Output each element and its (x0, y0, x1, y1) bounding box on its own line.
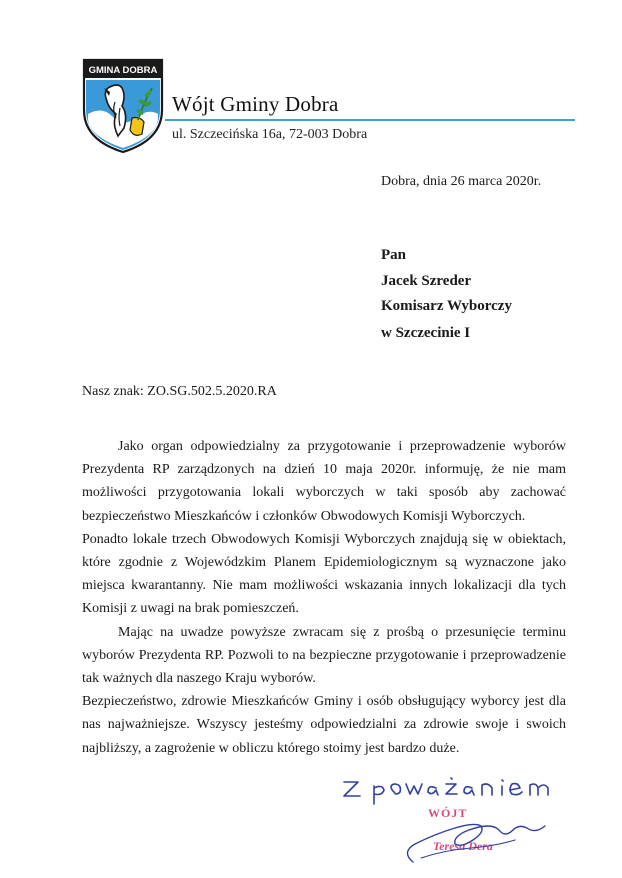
crest-label: GMINA DOBRA (88, 65, 158, 76)
letter-date: Dobra, dnia 26 marca 2020r. (381, 174, 542, 189)
reference-number: Nasz znak: ZO.SG.502.5.2020.RA (82, 384, 277, 399)
body-paragraph-3: Mając na uwadze powyższe zwracam się z prośbą o przesunięcie terminu wyborów Prezydenta RP. Pozwoli to na bezpieczne przygotowanie i przeprowadzenie tak ważnych dla naszego Kraju wyborów. (82, 624, 566, 687)
recipient-location: w Szczecinie I (381, 325, 471, 341)
body-paragraph-1: Jako organ odpowiedzialny za przygotowanie i przeprowadzenie wyborów Prezydenta RP zarządzonych na dzień 10 maja 2020r. informuję, że nie mam możliwości przygotowania lokali wyborczych w taki sposób aby zachować bezpieczeństwo Mieszkańców i członków Obwodowych Komisji Wyborczych. (82, 439, 566, 524)
recipient-salutation: Pan (381, 247, 407, 263)
gmina-crest-icon (82, 58, 164, 154)
office-address: ul. Szczecińska 16a, 72-003 Dobra (172, 127, 368, 142)
recipient-position: Komisarz Wyborczy (381, 298, 512, 314)
office-title: Wójt Gminy Dobra (172, 92, 339, 116)
letterhead-rule (165, 119, 575, 121)
recipient-block (381, 247, 512, 350)
body-paragraph-2: Ponadto lokale trzech Obwodowych Komisji Wyborczych znajdują się w obiektach, które zgodnie z Wojewódzkim Planem Epidemiologicznym są wyznaczone jako miejsca kwarantanny. Nie mam możliwości wskazania innych lokalizacji dla tych Komisji z uwagi na brak pomieszczeń. (82, 531, 566, 617)
signature-icon (395, 800, 555, 870)
letter-body (82, 435, 566, 760)
stamp-title: WÓJT (428, 806, 468, 820)
recipient-name: Jacek Szreder (381, 273, 472, 289)
stamp-name: Teresa Dera (433, 839, 493, 853)
body-paragraph-4: Bezpieczeństwo, zdrowie Mieszkańców Gminy i osób obsługujący wyborcy jest dla nas najważniejsze. Wszyscy jesteśmy odpowiedzialni za zdrowie swoje i swoich najbliższy, a zagrożenie w obliczu którego stoimy jest bardzo duże. (82, 694, 566, 756)
